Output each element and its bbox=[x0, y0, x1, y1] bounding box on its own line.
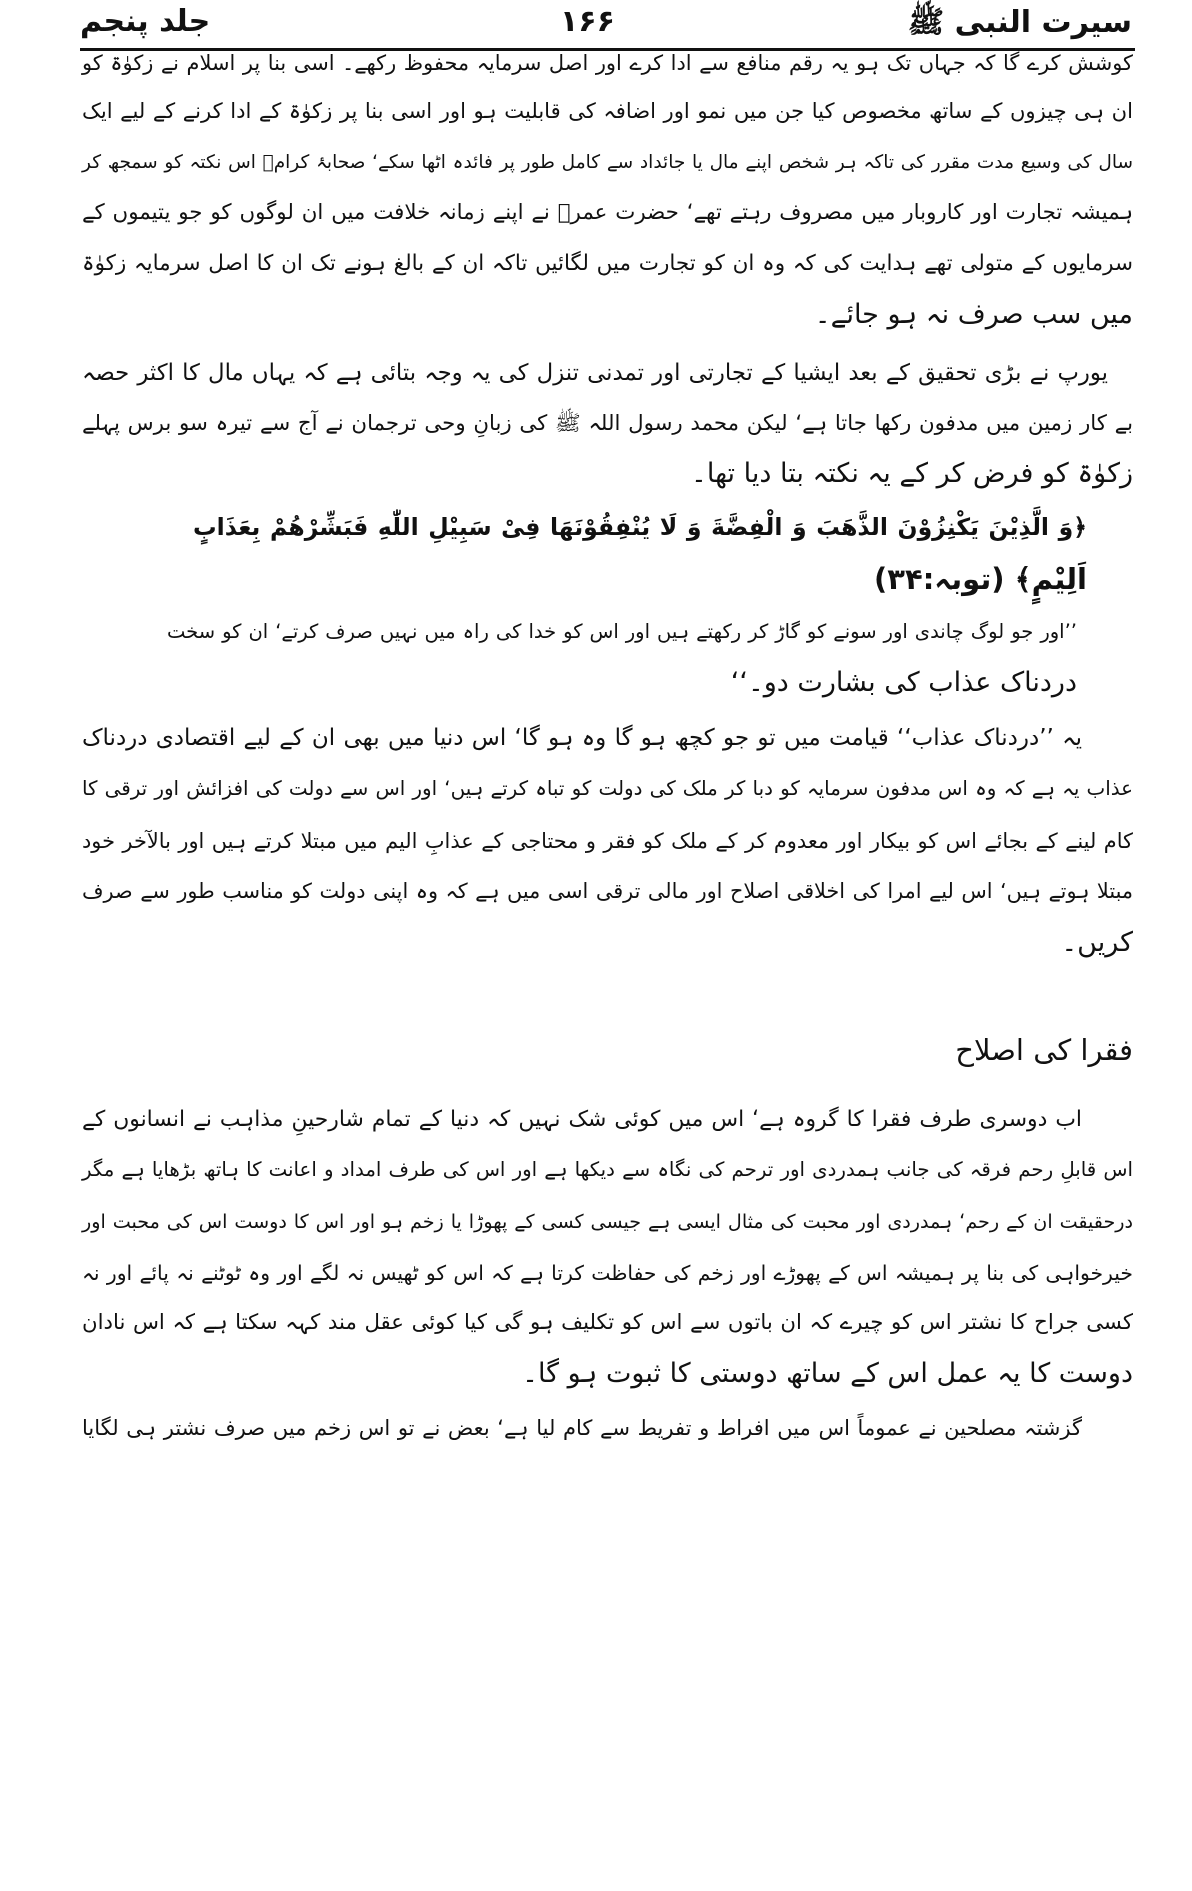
text-line: مبتلا ہوتے ہیں‘ اس لیے امرا کی اخلاقی اصلاح اور مالی ترقی اسی میں ہے کہ وہ اپنی دولت کو مناسب طور سے صرف bbox=[82, 879, 1133, 903]
page-number: ۱۶۶ bbox=[560, 4, 615, 39]
text-line: یہ ’’دردناک عذاب‘‘ قیامت میں تو جو کچھ ہو گا وہ ہو گا‘ اس دنیا میں بھی ان کے لیے اقتصادی دردناک bbox=[82, 725, 1082, 751]
text-line: کریں۔ bbox=[1061, 927, 1133, 958]
text-line: ہمیشہ تجارت اور کاروبار میں مصروف رہتے تھے‘ حضرت عمرؓ نے اپنے زمانہ خلافت میں ان لوگوں کو جو یتیموں کے bbox=[82, 200, 1133, 225]
text-line: عذاب یہ ہے کہ وہ اس مدفون سرمایہ کو دبا کر ملک کی دولت کو تباہ کرتے ہیں‘ اور اس سے دولت کی افزائش اور ترقی کا bbox=[82, 777, 1133, 800]
volume-label: جلد پنجم bbox=[80, 4, 211, 39]
text-line: کام لینے کے بجائے اس کو بیکار اور معدوم کر کے ملک کو فقر و محتاجی کے عذابِ الیم میں مبتلا کرتے ہیں اور بالآخر خود bbox=[82, 829, 1133, 853]
text-line: کوشش کرے گا کہ جہاں تک ہو یہ رقم منافع سے ادا کرے اور اصل سرمایہ محفوظ رکھے۔ اسی بنا پر اسلام نے زکوٰۃ کو bbox=[82, 51, 1133, 75]
text-line: ان ہی چیزوں کے ساتھ مخصوص کیا جن میں نمو اور اضافہ کی قابلیت ہو اور اسی بنا پر زکوٰۃ کے ادا کرنے کے لیے ایک bbox=[82, 98, 1133, 123]
text-line: درحقیقت ان کے رحم‘ ہمدردی اور محبت کی مثال ایسی ہے جیسی کسی کے پھوڑا یا زخم ہو اور اس کا دوست اس کی محبت اور bbox=[82, 1210, 1133, 1233]
text-line: سرمایوں کے متولی تھے ہدایت کی کہ وہ ان کو تجارت میں لگائیں تاکہ ان کے بالغ ہونے تک ان کا اصل سرمایہ زکوٰۃ bbox=[82, 251, 1133, 276]
translation-line: ’’اور جو لوگ چاندی اور سونے کو گاڑ کر رکھتے ہیں اور اس کو خدا کی راہ میں نہیں صرف کرتے‘ ان کو سخت bbox=[167, 620, 1077, 643]
quran-verse-line: ﴿وَ الَّذِیْنَ یَكْنِزُوْنَ الذَّهَبَ وَ الْفِضَّةَ وَ لَا یُنْفِقُوْنَهَا فِیْ سَبِیْلِ اللّٰهِ فَبَشِّرْهُمْ بِعَذَابٍ bbox=[193, 513, 1087, 541]
text-line: میں سب صرف نہ ہو جائے۔ bbox=[814, 299, 1133, 330]
text-line: کسی جراح کا نشتر اس کو چیرے کہ ان باتوں سے اس کو تکلیف ہو گی کیا کوئی عقل مند کہہ سکتا ہے کہ اس نادان bbox=[82, 1310, 1133, 1335]
text-line: اس قابلِ رحم فرقہ کی جانب ہمدردی اور ترحم کی نگاہ سے دیکھا ہے اور اس کی طرف امداد و اعانت کا ہاتھ بڑھایا ہے مگر bbox=[82, 1158, 1133, 1181]
section-heading: فقرا کی اصلاح bbox=[955, 1033, 1133, 1067]
translation-line: دردناک عذاب کی بشارت دو۔‘‘ bbox=[730, 667, 1077, 698]
text-line: اب دوسری طرف فقرا کا گروہ ہے‘ اس میں کوئی شک نہیں کہ دنیا کے تمام شارحینِ مذاہب نے انسانوں کے bbox=[82, 1107, 1082, 1132]
text-line: دوست کا یہ عمل اس کے ساتھ دوستی کا ثبوت ہو گا۔ bbox=[522, 1358, 1133, 1389]
quran-verse-line: اَلِیْمٍ﴾ (توبہ:۳۴) bbox=[874, 562, 1087, 596]
text-line: زکوٰۃ کو فرض کر کے یہ نکتہ بتا دیا تھا۔ bbox=[691, 458, 1133, 489]
text-line: گزشتہ مصلحین نے عموماً اس میں افراط و تفریط سے کام لیا ہے‘ بعض نے تو اس زخم میں صرف نشتر ہی لگایا bbox=[82, 1415, 1082, 1440]
text-line: سال کی وسیع مدت مقرر کی تاکہ ہر شخص اپنے مال یا جائداد سے کامل طور پر فائدہ اٹھا سکے‘ صحابۂ کرامؓ اس نکتہ کو سمجھ کر bbox=[82, 152, 1133, 173]
text-line: خیرخواہی کی بنا پر ہمیشہ اس کے پھوڑے اور زخم کی حفاظت کرتا ہے کہ اس کو ٹھیس نہ لگے اور وہ ٹوٹنے نہ پائے اور نہ bbox=[82, 1261, 1133, 1285]
text-line: یورپ نے بڑی تحقیق کے بعد ایشیا کے تجارتی اور تمدنی تنزل کی یہ وجہ بتائی ہے کہ یہاں مال کا اکثر حصہ bbox=[82, 360, 1108, 386]
book-title: سیرت النبی ﷺ bbox=[907, 5, 1132, 40]
text-line: بے کار زمین میں مدفون رکھا جاتا ہے‘ لیکن محمد رسول اللہ ﷺ کی زبانِ وحی ترجمان نے آج سے تیرہ سو برس پہلے bbox=[82, 411, 1133, 436]
